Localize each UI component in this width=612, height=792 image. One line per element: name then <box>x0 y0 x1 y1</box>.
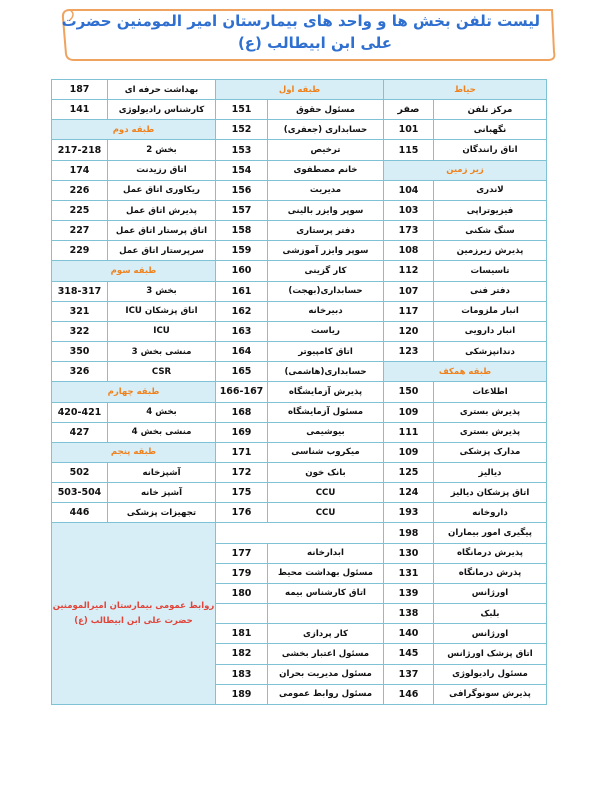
extension-number: 125 <box>384 462 434 482</box>
department-name: مدیریت <box>268 180 384 200</box>
department-name: ترخیص <box>268 140 384 160</box>
table-row <box>52 362 547 382</box>
extension-number: 193 <box>384 503 434 523</box>
extension-number: 124 <box>384 483 434 503</box>
extension-number: 182 <box>216 644 268 664</box>
extension-number: 152 <box>216 120 268 140</box>
table-row <box>52 503 547 523</box>
extension-number: 503-504 <box>52 483 108 503</box>
extension-number: 187 <box>52 80 108 100</box>
table-row <box>52 261 547 281</box>
table-row <box>52 80 547 100</box>
department-name: اتاق کارشناس بیمه <box>268 583 384 603</box>
extension-number: 177 <box>216 543 268 563</box>
department-name: بیوشیمی <box>268 422 384 442</box>
table-row <box>52 382 547 402</box>
table-row <box>52 422 547 442</box>
extension-number: 229 <box>52 241 108 261</box>
section-header: طبقه چهارم <box>52 382 216 402</box>
department-name: میکروب شناسی <box>268 442 384 462</box>
extension-number: 180 <box>216 583 268 603</box>
table-row <box>52 241 547 261</box>
department-name: داروخانه <box>434 503 547 523</box>
table-row <box>52 200 547 220</box>
department-name: مسئول مدیریت بحران <box>268 664 384 684</box>
section-header: طبقه همکف <box>384 362 547 382</box>
department-name: سوپر وایزر آموزشی <box>268 241 384 261</box>
extension-number: 175 <box>216 483 268 503</box>
extension-number: 137 <box>384 664 434 684</box>
table-row <box>52 140 547 160</box>
department-name: بخش 4 <box>108 402 216 422</box>
department-name: مسئول آزمایشگاه <box>268 402 384 422</box>
department-name: اتاق کامپیوتر <box>268 342 384 362</box>
department-name: کارشناس رادیولوژی <box>108 100 216 120</box>
extension-number: 181 <box>216 624 268 644</box>
table-row <box>52 321 547 341</box>
extension-number: 160 <box>216 261 268 281</box>
department-name: آشپزخانه <box>108 462 216 482</box>
extension-number: 123 <box>384 342 434 362</box>
table-row <box>52 301 547 321</box>
extension-number: 156 <box>216 180 268 200</box>
extension-number: 227 <box>52 221 108 241</box>
department-name: بخش 3 <box>108 281 216 301</box>
department-name: مرکز تلفن <box>434 100 547 120</box>
department-name: اطلاعات <box>434 382 547 402</box>
table-row <box>52 483 547 503</box>
extension-number: 146 <box>384 684 434 704</box>
department-name: CCU <box>268 503 384 523</box>
extension-number: 141 <box>52 100 108 120</box>
department-name: منشی بخش 4 <box>108 422 216 442</box>
department-name: بخش 2 <box>108 140 216 160</box>
extension-number: 179 <box>216 563 268 583</box>
section-header: زیر زمین <box>384 160 547 180</box>
department-name: اتاق پزشک اورژانس <box>434 644 547 664</box>
department-name: سنگ شکنی <box>434 221 547 241</box>
department-name: کار گزینی <box>268 261 384 281</box>
department-name: بانک خون <box>268 462 384 482</box>
department-name: پذرش درمانگاه <box>434 563 547 583</box>
department-name: بلبک <box>434 604 547 624</box>
table-row <box>52 342 547 362</box>
department-name: CSR <box>108 362 216 382</box>
department-name: ریاست <box>268 321 384 341</box>
table-row <box>52 462 547 482</box>
extension-number: 115 <box>384 140 434 160</box>
title-banner <box>60 4 558 60</box>
department-name: منشی بخش 3 <box>108 342 216 362</box>
extension-number: 111 <box>384 422 434 442</box>
extension-number: 108 <box>384 241 434 261</box>
extension-number: 502 <box>52 462 108 482</box>
extension-number: 151 <box>216 100 268 120</box>
department-name: پذیرش زیرزمین <box>434 241 547 261</box>
extension-number: 157 <box>216 200 268 220</box>
department-name: دفتر پرستاری <box>268 221 384 241</box>
department-name: CCU <box>268 483 384 503</box>
department-name: فیزیوتراپی <box>434 200 547 220</box>
table-row <box>52 100 547 120</box>
department-name: تجهیزات پزشکی <box>108 503 216 523</box>
section-header: حیاط <box>384 80 547 100</box>
extension-number: 109 <box>384 402 434 422</box>
department-name: پیگیری امور بیماران <box>434 523 547 543</box>
department-name: مسئول روابط عمومی <box>268 684 384 704</box>
extension-number: 350 <box>52 342 108 362</box>
title-line-1: لیست تلفن بخش ها و واحد های بیمارستان امیر المومنین حضرت <box>61 12 540 30</box>
extension-number: 117 <box>384 301 434 321</box>
department-name: خانم مصطفوی <box>268 160 384 180</box>
extension-number <box>216 604 268 624</box>
extension-number: 171 <box>216 442 268 462</box>
department-name: مدارک پزشکی <box>434 442 547 462</box>
extension-number: 131 <box>384 563 434 583</box>
department-name: اتاق رزیدنت <box>108 160 216 180</box>
extension-number: 166-167 <box>216 382 268 402</box>
extension-number: 159 <box>216 241 268 261</box>
extension-number: 164 <box>216 342 268 362</box>
extension-number: 217-218 <box>52 140 108 160</box>
extension-number: 120 <box>384 321 434 341</box>
extension-number: 174 <box>52 160 108 180</box>
extension-number: 139 <box>384 583 434 603</box>
department-name: اتاق پزشکان دیالیز <box>434 483 547 503</box>
department-name: انبار ملزومات <box>434 301 547 321</box>
extension-number: 169 <box>216 422 268 442</box>
department-name: پذیرش آزمایشگاه <box>268 382 384 402</box>
extension-number: 163 <box>216 321 268 341</box>
extension-number: صفر <box>384 100 434 120</box>
extension-number: 322 <box>52 321 108 341</box>
table-row <box>52 160 547 180</box>
department-name: آشپز خانه <box>108 483 216 503</box>
extension-number: 162 <box>216 301 268 321</box>
department-name: نگهبانی <box>434 120 547 140</box>
department-name: اورژانس <box>434 583 547 603</box>
department-name: دیالیز <box>434 462 547 482</box>
extension-number: 326 <box>52 362 108 382</box>
extension-number: 161 <box>216 281 268 301</box>
department-name: بهداشت حرفه ای <box>108 80 216 100</box>
department-name: دندانپزشکی <box>434 342 547 362</box>
table-row <box>52 523 547 543</box>
extension-number: 150 <box>384 382 434 402</box>
section-header: طبقه دوم <box>52 120 216 140</box>
extension-number: 173 <box>384 221 434 241</box>
section-header: طبقه اول <box>216 80 384 100</box>
extension-number: 172 <box>216 462 268 482</box>
extension-number: 101 <box>384 120 434 140</box>
department-name: سوپر وایزر بالینی <box>268 200 384 220</box>
table-row <box>52 221 547 241</box>
department-name: مسئول رادیولوژی <box>434 664 547 684</box>
department-name: اتاق پزشکان ICU <box>108 301 216 321</box>
department-name: لاندری <box>434 180 547 200</box>
table-row <box>52 402 547 422</box>
department-name: مسئول حقوق <box>268 100 384 120</box>
extension-number: 138 <box>384 604 434 624</box>
department-name: پذیرش درمانگاه <box>434 543 547 563</box>
department-name: دفتر فنی <box>434 281 547 301</box>
department-name: پذیرش بستری <box>434 422 547 442</box>
department-name: اورژانس <box>434 624 547 644</box>
table-row <box>52 281 547 301</box>
section-header: طبقه پنجم <box>52 442 216 462</box>
extension-number: 140 <box>384 624 434 644</box>
department-name: انبار دارویی <box>434 321 547 341</box>
department-name: کار پردازی <box>268 624 384 644</box>
department-name: اتاق رانندگان <box>434 140 547 160</box>
department-name: پذیرش سونوگرافی <box>434 684 547 704</box>
department-name: دبیرخانه <box>268 301 384 321</box>
title-line-2: علی ابن ابیطالب (ع) <box>237 34 393 52</box>
extension-number: 109 <box>384 442 434 462</box>
extension-number: 198 <box>384 523 434 543</box>
department-name: تاسیسات <box>434 261 547 281</box>
extension-number: 446 <box>52 503 108 523</box>
extension-number: 427 <box>52 422 108 442</box>
extension-number: 189 <box>216 684 268 704</box>
extension-number: 112 <box>384 261 434 281</box>
extension-number: 107 <box>384 281 434 301</box>
extension-number: 165 <box>216 362 268 382</box>
extension-number: 226 <box>52 180 108 200</box>
department-name: مسئول بهداشت محیط <box>268 563 384 583</box>
extension-number: 420-421 <box>52 402 108 422</box>
department-name: پذیرش اتاق عمل <box>108 200 216 220</box>
department-name: حسابداری (جعفری) <box>268 120 384 140</box>
extension-number: 104 <box>384 180 434 200</box>
public-relations-note: روابط عمومی بیمارستان امیرالمومنین حضرت علی ابن ابیطالب (ع) <box>52 523 216 705</box>
extension-number: 225 <box>52 200 108 220</box>
extension-number: 103 <box>384 200 434 220</box>
table-row <box>52 442 547 462</box>
department-name: ابدارخانه <box>268 543 384 563</box>
extension-number: 321 <box>52 301 108 321</box>
department-name: حسابداری(بهجت) <box>268 281 384 301</box>
table-row <box>52 120 547 140</box>
extension-number: 318-317 <box>52 281 108 301</box>
department-name <box>268 604 384 624</box>
department-name: مسئول اعتبار بخشی <box>268 644 384 664</box>
phone-directory-table <box>51 79 547 705</box>
extension-number: 158 <box>216 221 268 241</box>
extension-number: 168 <box>216 402 268 422</box>
extension-number: 145 <box>384 644 434 664</box>
extension-number: 176 <box>216 503 268 523</box>
department-name: پذیرش بستری <box>434 402 547 422</box>
extension-number: 154 <box>216 160 268 180</box>
department-name: اتاق پرستار اتاق عمل <box>108 221 216 241</box>
empty-cell <box>216 523 384 543</box>
extension-number: 183 <box>216 664 268 684</box>
department-name: حسابداری(هاشمی) <box>268 362 384 382</box>
table-row <box>52 180 547 200</box>
extension-number: 130 <box>384 543 434 563</box>
department-name: ریکاوری اتاق عمل <box>108 180 216 200</box>
extension-number: 153 <box>216 140 268 160</box>
department-name: ICU <box>108 321 216 341</box>
section-header: طبقه سوم <box>52 261 216 281</box>
department-name: سرپرستار اتاق عمل <box>108 241 216 261</box>
page-title <box>61 10 540 54</box>
